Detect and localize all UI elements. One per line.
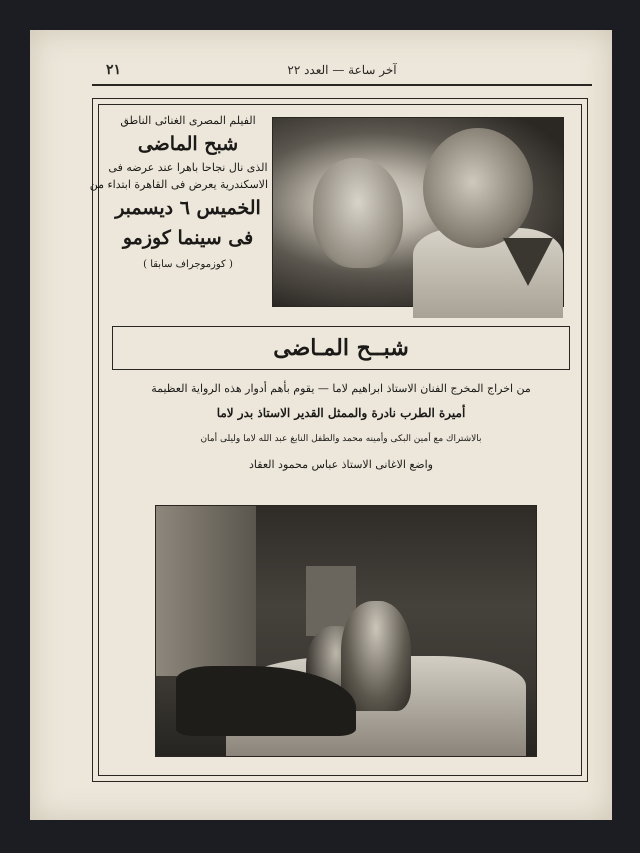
promo-date: الخميس ٦ ديسمبر — [115, 197, 261, 219]
photo-screen-panel — [156, 506, 256, 676]
promo-cinema-note: ( كوزموجراف سابقا ) — [143, 259, 233, 270]
film-title-banner — [112, 326, 570, 370]
header-rule — [92, 84, 592, 86]
credit-director: من اخراج المخرج الفنان الاستاذ ابراهيم لاما — يقوم بأهم أدوار هذه الرواية العظيمة — [151, 382, 531, 395]
page-header — [92, 60, 592, 82]
promo-line-success: الذى نال نجاحا باهرا عند عرضه فى — [108, 161, 268, 174]
credits-block — [110, 378, 572, 478]
promo-film-title: شبح الماضى — [137, 133, 239, 155]
credit-stars: أميرة الطرب نادرة والممثل القدير الاستاذ بدر لاما — [216, 406, 466, 420]
page-number: ٢١ — [106, 62, 122, 78]
promo-text-block — [89, 112, 268, 324]
credit-cast: بالاشتراك مع أمين البكى وأمينه محمد والطفل النابغ عبد الله لاما وليلى أمان — [200, 434, 482, 444]
film-title-banner-text: شبــح المـاضى — [273, 335, 409, 361]
credit-songs: واضع الاغانى الاستاذ عباس محمود العقاد — [249, 458, 433, 471]
photo-figure-child — [313, 158, 403, 268]
photo-figure-man-bed — [341, 601, 411, 711]
photo-figure-man — [423, 128, 533, 248]
film-still-top — [272, 117, 564, 307]
film-still-bottom — [155, 505, 537, 757]
promo-line-genre: الفيلم المصرى الغنائى الناطق — [120, 114, 256, 127]
issue-label: آخر ساعة — العدد ٢٢ — [287, 63, 397, 77]
promo-line-screening: الاسكندرية يعرض فى القاهرة ابتداء من — [89, 178, 268, 191]
promo-cinema: فى سينما كوزمو — [122, 227, 254, 249]
